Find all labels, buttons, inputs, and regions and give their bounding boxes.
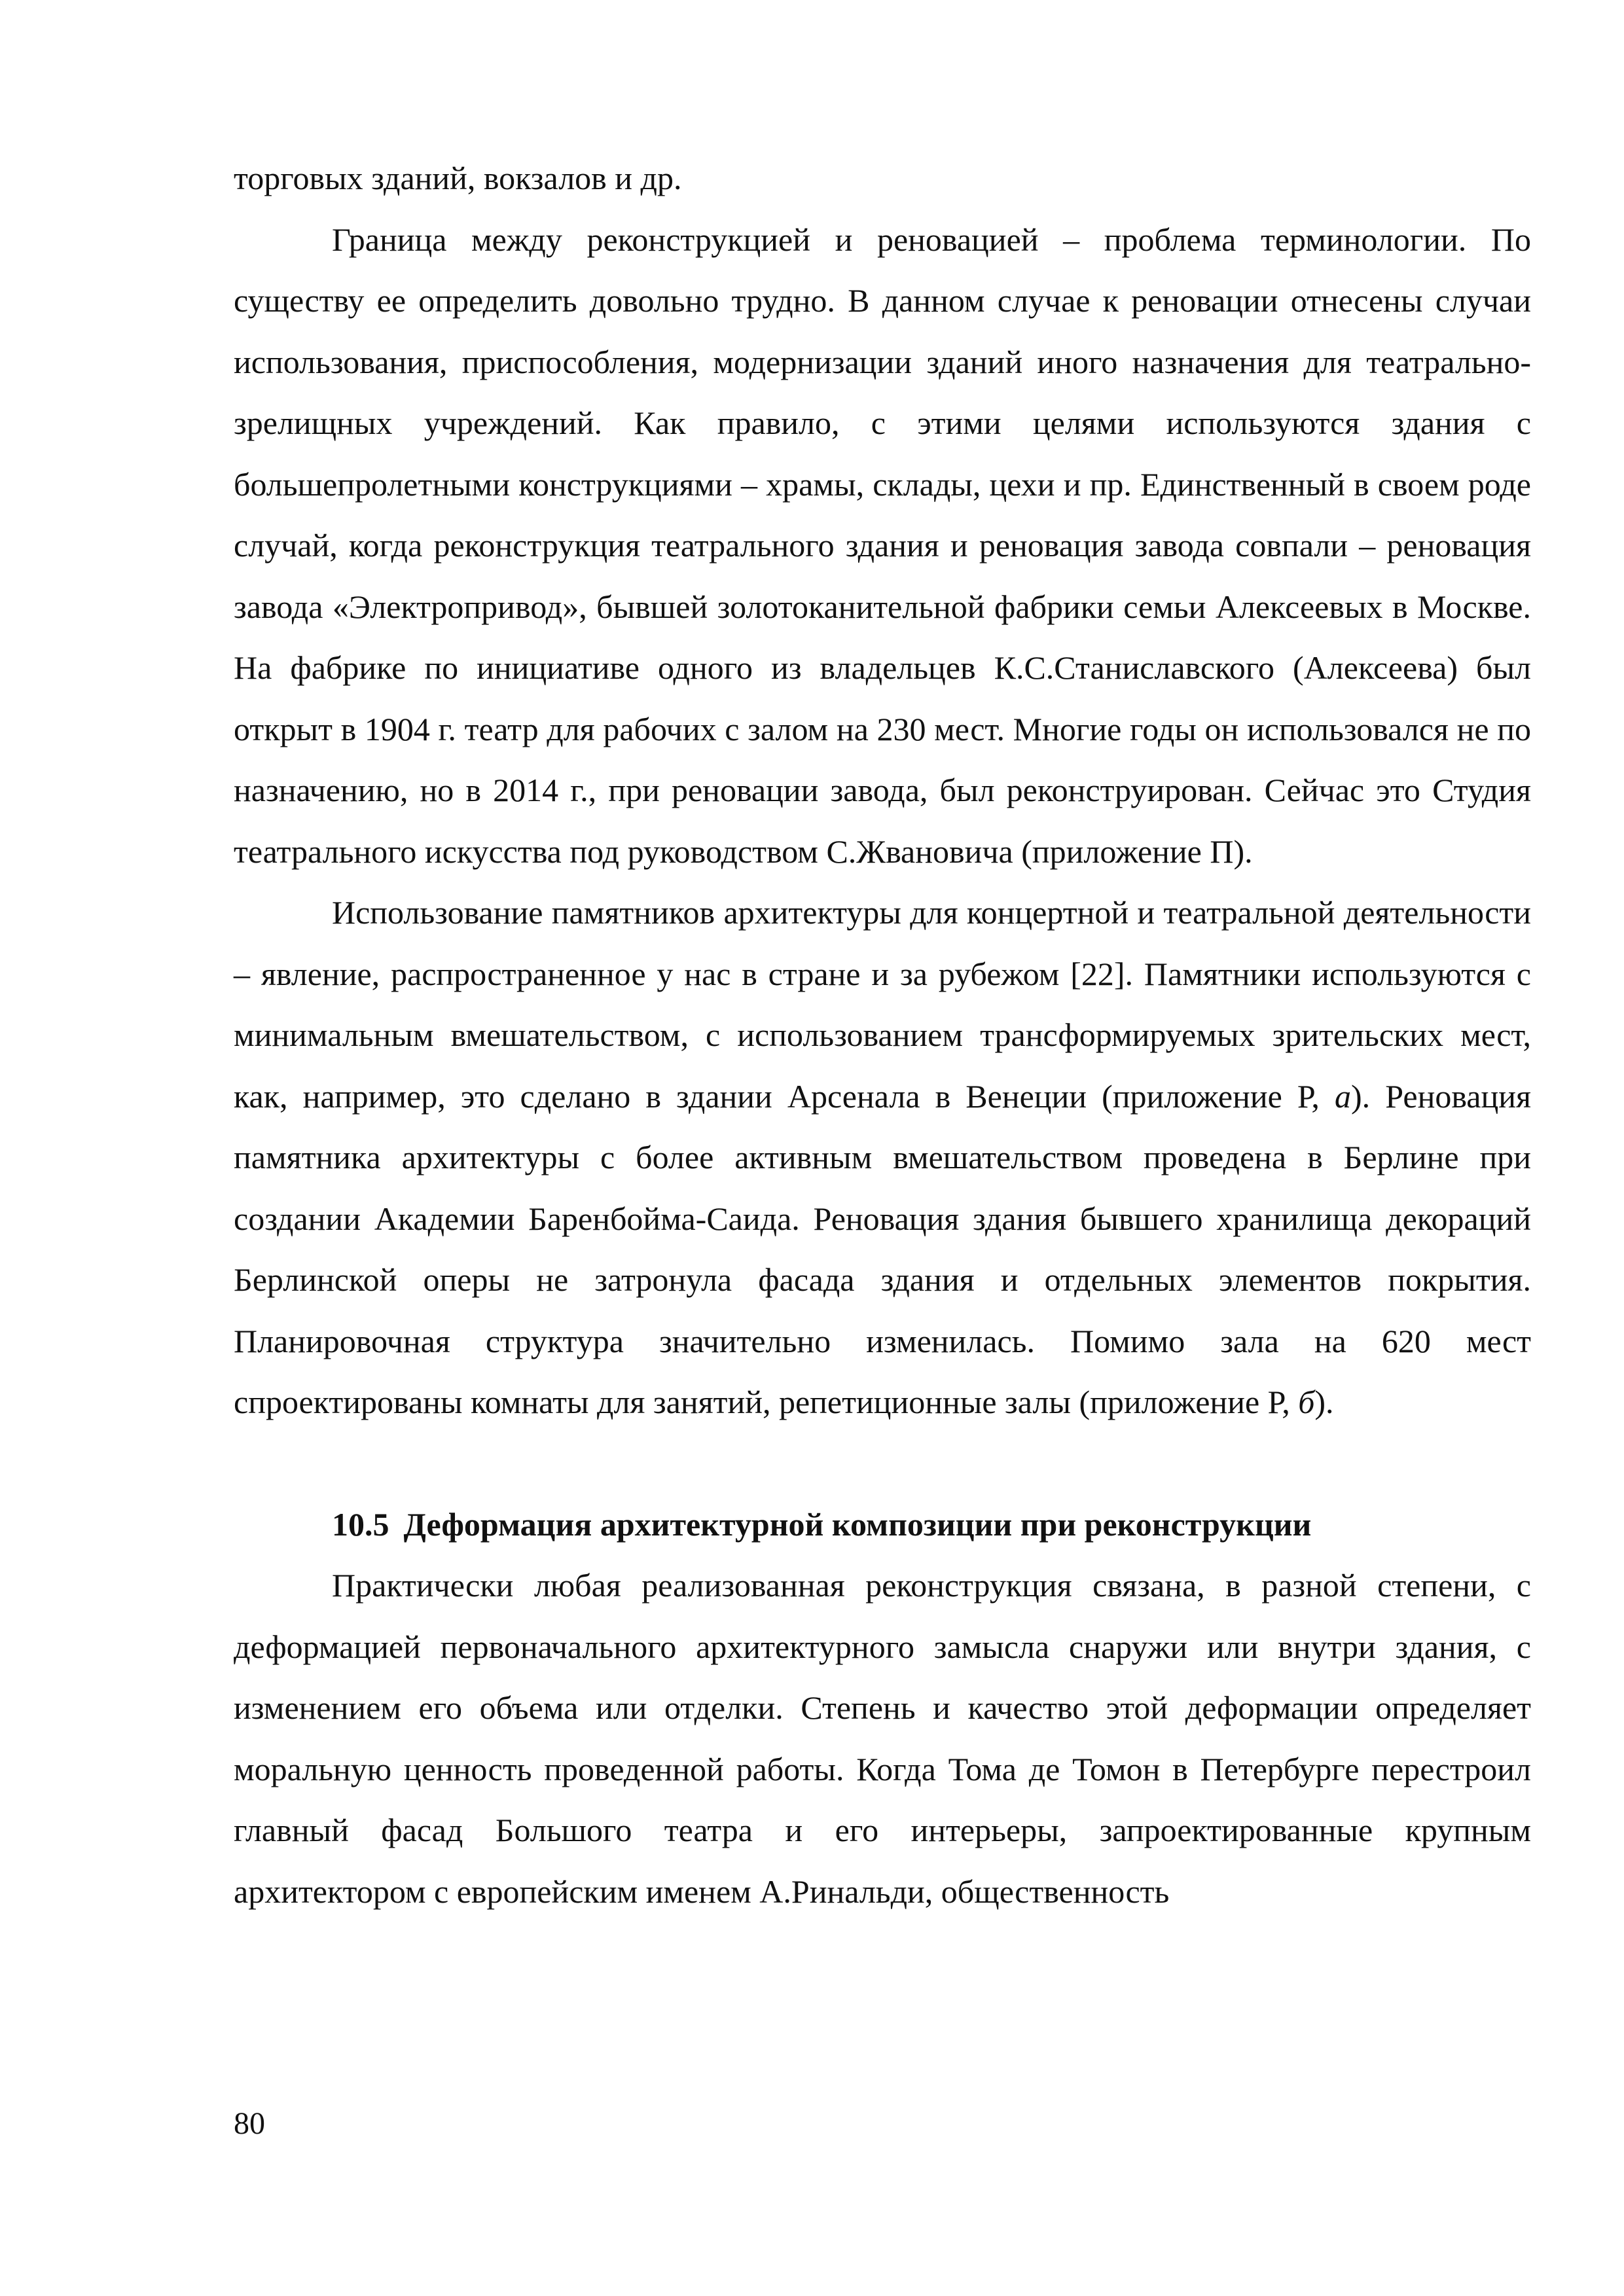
- paragraph-text: ).: [1314, 1384, 1334, 1420]
- page-number: 80: [234, 2106, 265, 2141]
- italic-letter-a: а: [1335, 1077, 1352, 1115]
- section-heading: [234, 1494, 1531, 1556]
- paragraph-text: Использование памятников архитектуры для концертной и театральной деятельности – явление, распространенное у нас в стране и за рубежом [22]. Памятники используются с минимальным вмешательством, с использованием трансформируемых зрительских мест, как, например, это сделано в здании Арсенала в Венеции (приложение Р,: [234, 894, 1531, 1115]
- paragraph-renovation-terminology: Граница между реконструкцией и реновацией – проблема терминологии. По существу ее определить довольно трудно. В данном случае к реновации отнесены случаи использования, приспособления, модернизации зданий иного назначения для театрально-зрелищных учреждений. Как правило, с этими целями используются здания с большепролетными конструкциями – храмы, склады, цехи и пр. Единственный в своем роде случай, когда реконструкция театрального здания и реновация завода совпали – реновация завода «Электропривод», бывшей золотоканительной фабрики семьи Алексеевых в Москве. На фабрике по инициативе одного из владельцев К.С.Станиславского (Алексеева) был открыт в 1904 г. театр для рабочих с залом на 230 мест. Многие годы он использовался не по назначению, но в 2014 г., при реновации завода, был реконструирован. Сейчас это Студия театрального искусства под руководством С.Жвановича (приложение П).: [234, 221, 1531, 870]
- italic-letter-b: б: [1298, 1384, 1315, 1420]
- paragraph-monuments-usage: [234, 882, 1531, 1433]
- paragraph-deformation: Практически любая реализованная реконструкция связана, в разной степени, с деформацией первоначального архитектурного замысла снаружи или внутри здания, с изменением его объема или отделки. Степень и качество этой деформации определяет моральную ценность проведенной работы. Когда Тома де Томон в Петербурге перестроил главный фасад Большого театра и его интерьеры, запроектированные крупным архитектором с европейским именем А.Ринальди, общественность: [234, 1567, 1531, 1910]
- paragraph-text: ). Реновация памятника архитектуры с более активным вмешательством проведена в Берлине при создании Академии Баренбойма-Саида. Реновация здания бывшего хранилища декораций Берлинской оперы не затронула фасада здания и отдельных элементов покрытия. Планировочная структура значительно изменилась. Помимо зала на 620 мест спроектированы комнаты для занятий, репетиционные залы (приложение Р,: [234, 1077, 1532, 1420]
- section-number: 10.5: [332, 1505, 389, 1543]
- section-title: Деформация архитектурной композиции при реконструкции: [403, 1505, 1312, 1543]
- paragraph-continuation: торговых зданий, вокзалов и др.: [234, 160, 682, 196]
- body-text: [234, 148, 1531, 1922]
